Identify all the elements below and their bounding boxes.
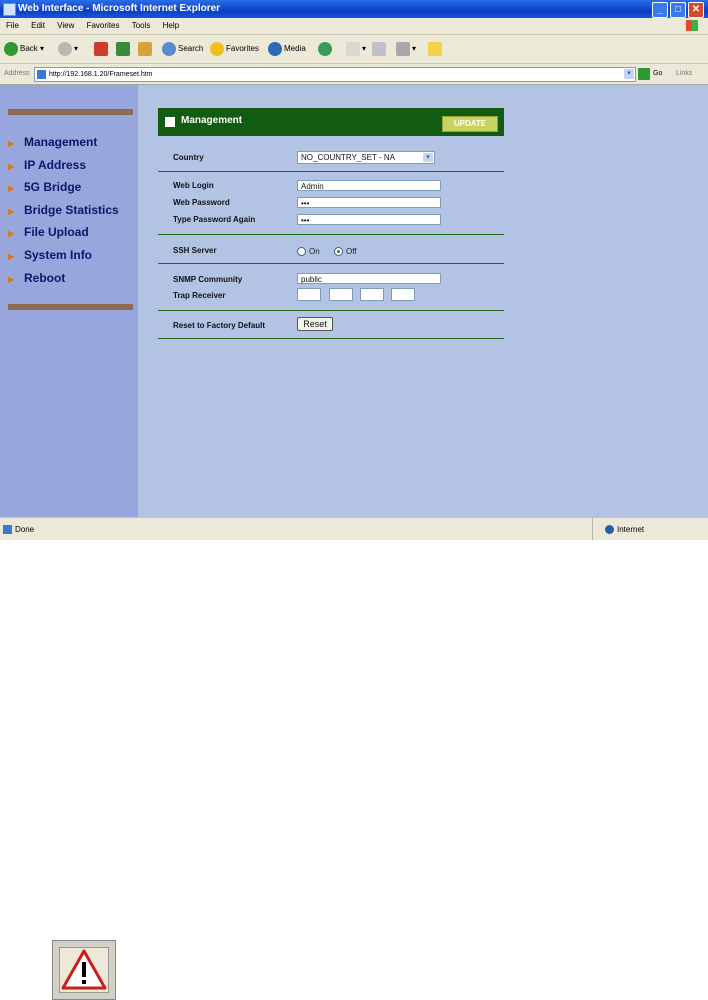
trap-receiver-label: Trap Receiver [173,291,226,300]
arrow-bullet-icon: ▶ [8,229,15,238]
arrow-bullet-icon: ▶ [8,207,15,216]
toolbar [0,35,708,64]
sidebar-divider-bottom [8,304,133,310]
back-label: Back [20,44,38,53]
go-arrow-icon[interactable] [638,68,650,80]
ssh-on-radio[interactable] [297,247,320,256]
section-divider [158,338,504,339]
panel-title: Management [181,115,243,126]
ssh-on-label: On [309,247,320,256]
stop-button[interactable] [94,41,110,57]
forward-button[interactable]: ▾ [58,41,78,57]
menu-file[interactable]: File [6,21,19,30]
ie-page-icon [37,70,46,79]
section-divider [158,310,504,311]
nav-item-5g-bridge[interactable] [8,180,81,194]
globe-icon [605,525,614,534]
section-divider [158,234,504,235]
ssh-server-label: SSH Server [173,246,217,255]
section-divider [158,263,504,264]
menu-favorites[interactable]: Favorites [86,21,120,30]
nav-label: Management [24,135,98,149]
arrow-bullet-icon: ▶ [8,275,15,284]
status-separator [592,518,593,540]
arrow-bullet-icon: ▶ [8,139,15,148]
menu-help[interactable]: Help [162,21,180,30]
favorites-label: Favorites [226,44,259,53]
radio-on-icon [334,247,343,256]
warning-icon-box [52,940,116,1000]
snmp-community-label: SNMP Community [173,275,243,284]
status-zone: Internet [617,525,645,534]
search-icon [162,42,176,56]
chevron-down-icon: ▾ [423,153,433,162]
nav-item-management[interactable] [8,135,97,149]
page-icon [165,117,175,127]
reset-label: Reset to Factory Default [173,321,266,330]
nav-label: Bridge Statistics [24,203,119,217]
country-label: Country [173,153,204,162]
media-label: Media [284,44,306,53]
media-icon [268,42,282,56]
section-divider [158,171,504,172]
web-login-input[interactable]: Admin [297,180,441,191]
ssh-off-radio[interactable] [334,247,357,256]
warning-exclamation-icon [60,948,108,992]
address-label: Address [4,70,30,77]
arrow-bullet-icon: ▶ [8,184,15,193]
minimize-button[interactable]: _ [652,2,668,18]
chevron-down-icon[interactable]: ▾ [624,69,634,79]
country-value: NO_COUNTRY_SET - NA [301,153,395,162]
home-button[interactable] [138,41,154,57]
warning-icon-frame [59,947,109,993]
go-button[interactable]: Go [653,70,663,77]
print-button[interactable] [372,41,388,57]
trap-ip-octet-1[interactable] [297,288,321,301]
menu-edit[interactable]: Edit [31,21,45,30]
reset-button[interactable]: Reset [297,317,333,331]
maximize-button[interactable]: □ [670,2,686,18]
nav-item-ip-address[interactable] [8,158,86,172]
trap-ip-octet-4[interactable] [391,288,415,301]
messenger-button[interactable] [428,41,444,57]
refresh-icon [116,42,130,56]
media-button[interactable] [268,41,306,57]
trap-ip-octet-3[interactable] [360,288,384,301]
panel-header [158,108,504,136]
back-arrow-icon [4,42,18,56]
links-label[interactable]: Links [676,70,693,77]
mail-icon [346,42,360,56]
title-bar [0,0,708,18]
country-select[interactable] [297,151,435,164]
stop-icon [94,42,108,56]
window-title: Web Interface - Microsoft Internet Explorer [18,3,221,14]
edit-button[interactable]: ▾ [396,41,416,57]
nav-item-bridge-statistics[interactable] [8,203,119,217]
home-icon [138,42,152,56]
type-password-again-input[interactable]: ••• [297,214,441,225]
arrow-bullet-icon: ▶ [8,162,15,171]
address-input[interactable] [34,67,636,82]
nav-item-reboot[interactable] [8,271,65,285]
folder-icon [428,42,442,56]
favorites-button[interactable] [210,41,259,57]
ie-app-icon [3,3,16,16]
ie-page-icon [3,525,12,534]
sidebar [0,85,138,517]
nav-label: Reboot [24,271,66,285]
close-button[interactable]: ✕ [688,2,704,18]
forward-arrow-icon [58,42,72,56]
arrow-bullet-icon: ▶ [8,252,15,261]
back-button[interactable]: Back ▾ [4,41,44,57]
page-content [0,85,708,517]
status-text: Done [15,525,35,534]
edit-icon [396,42,410,56]
status-bar [0,517,708,540]
type-password-again-label: Type Password Again [173,215,256,224]
history-icon [318,42,332,56]
menu-tools[interactable]: Tools [131,21,151,30]
search-button[interactable] [162,41,203,57]
update-button[interactable]: UPDATE [442,116,498,132]
nav-label: 5G Bridge [24,180,82,194]
address-bar [0,64,708,85]
radio-off-icon [297,247,306,256]
history-button[interactable] [318,41,334,57]
search-label: Search [178,44,204,53]
snmp-community-input[interactable]: public [297,273,441,284]
trap-ip-octet-2[interactable] [329,288,353,301]
ssh-off-label: Off [346,247,357,256]
nav-label: System Info [24,248,93,262]
nav-label: File Upload [24,225,89,239]
web-password-label: Web Password [173,198,230,207]
sidebar-divider-top [8,109,133,115]
printer-icon [372,42,386,56]
nav-label: IP Address [24,158,87,172]
menu-bar [0,18,708,35]
star-icon [210,42,224,56]
web-login-label: Web Login [173,181,214,190]
address-url: http://192.168.1.20/Frameset.htm [49,71,153,78]
menu-view[interactable]: View [57,21,75,30]
windows-logo-icon [686,20,698,31]
web-password-input[interactable]: ••• [297,197,441,208]
nav-item-system-info[interactable] [8,248,92,262]
refresh-button[interactable] [116,41,132,57]
mail-button[interactable]: ▾ [346,41,366,57]
nav-item-file-upload[interactable] [8,225,89,239]
